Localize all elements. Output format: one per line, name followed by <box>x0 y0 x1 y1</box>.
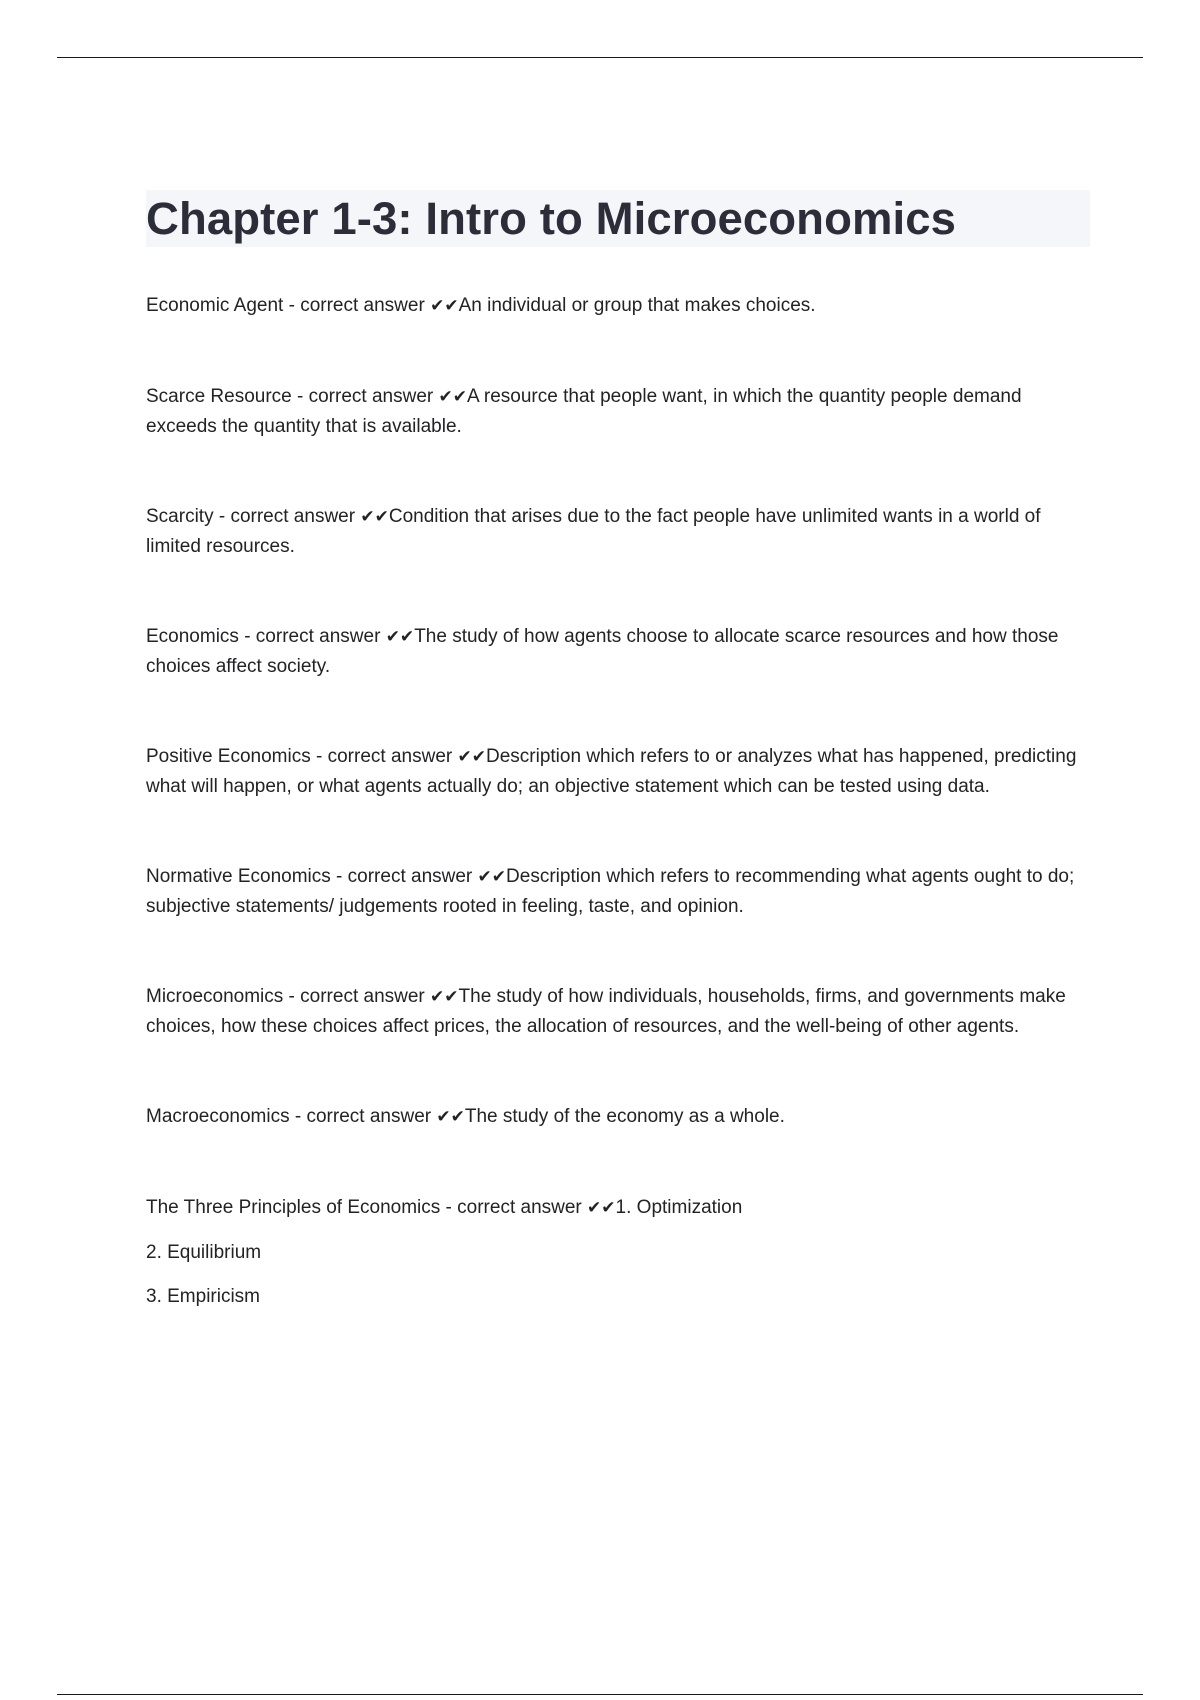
entry-definition: The study of how individuals, households, firms, and governments make choices, how these choices affect prices, the allocation of resources, and the well-being of other agents. <box>146 986 1066 1037</box>
entry-scarcity <box>146 502 1090 561</box>
entry-normative-economics <box>146 862 1090 921</box>
entry-separator: - correct answer <box>213 506 361 527</box>
principle-equilibrium: 2. Equilibrium <box>146 1242 262 1263</box>
entry-term: The Three Principles of Economics <box>146 1197 441 1218</box>
entry-separator: - correct answer <box>289 1106 437 1127</box>
entry-separator: - correct answer <box>291 386 439 407</box>
entry-separator: - correct answer <box>283 986 431 1007</box>
entry-positive-economics <box>146 742 1090 801</box>
entry-definition: 1. Optimization <box>615 1197 743 1218</box>
entry-definition: Condition that arises due to the fact people have unlimited wants in a world of limited resources. <box>146 506 1041 557</box>
document-title: Chapter 1-3: Intro to Microeconomics <box>146 192 957 244</box>
entry-separator: - correct answer <box>238 626 386 647</box>
check-marks-icon: ✔✔ <box>360 507 389 527</box>
check-marks-icon: ✔✔ <box>477 867 507 887</box>
check-marks-icon: ✔✔ <box>436 1107 465 1127</box>
entry-economic-agent <box>146 291 1090 321</box>
entry-term: Economics <box>146 626 239 647</box>
entry-three-principles <box>146 1193 1090 1311</box>
entry-separator: - correct answer <box>440 1197 588 1218</box>
three-principles-line <box>146 1193 1090 1223</box>
entry-scarce-resource <box>146 382 1090 441</box>
title-bar <box>146 190 1090 247</box>
entry-separator: - correct answer <box>330 866 478 887</box>
entry-definition: A resource that people want, in which the quantity people demand exceeds the quantity that is available. <box>146 386 1022 437</box>
entry-economics <box>146 622 1090 681</box>
entry-term: Macroeconomics <box>146 1106 290 1127</box>
entry-definition: Description which refers to or analyzes what has happened, predicting what will happen, or what agents actually do; an objective statement which can be tested using data. <box>146 746 1077 797</box>
entry-term: Economic Agent <box>146 295 284 316</box>
check-marks-icon: ✔✔ <box>457 747 486 767</box>
entry-term: Positive Economics <box>146 746 311 767</box>
check-marks-icon: ✔✔ <box>430 987 459 1007</box>
check-marks-icon: ✔✔ <box>385 627 415 647</box>
principle-empiricism: 3. Empiricism <box>146 1286 261 1307</box>
entry-definition: An individual or group that makes choices. <box>458 295 816 316</box>
check-marks-icon: ✔✔ <box>587 1198 616 1218</box>
entry-definition: Description which refers to recommending what agents ought to do; subjective statements/ judgements rooted in feeling, taste, and opinion. <box>146 866 1075 917</box>
entry-separator: - correct answer <box>283 295 431 316</box>
entry-macroeconomics <box>146 1102 1090 1132</box>
entry-separator: - correct answer <box>310 746 458 767</box>
top-divider <box>57 57 1143 58</box>
bottom-divider <box>57 1694 1143 1695</box>
entry-definition: The study of the economy as a whole. <box>464 1106 785 1127</box>
document-body <box>146 190 1090 1311</box>
check-marks-icon: ✔✔ <box>430 296 459 316</box>
entry-definition: The study of how agents choose to allocate scarce resources and how those choices affect society. <box>146 626 1059 677</box>
entry-microeconomics <box>146 982 1090 1041</box>
entry-term: Microeconomics <box>146 986 284 1007</box>
entry-term: Scarcity <box>146 506 214 527</box>
check-marks-icon: ✔✔ <box>438 387 467 407</box>
entry-term: Normative Economics <box>146 866 331 887</box>
entry-term: Scarce Resource <box>146 386 292 407</box>
